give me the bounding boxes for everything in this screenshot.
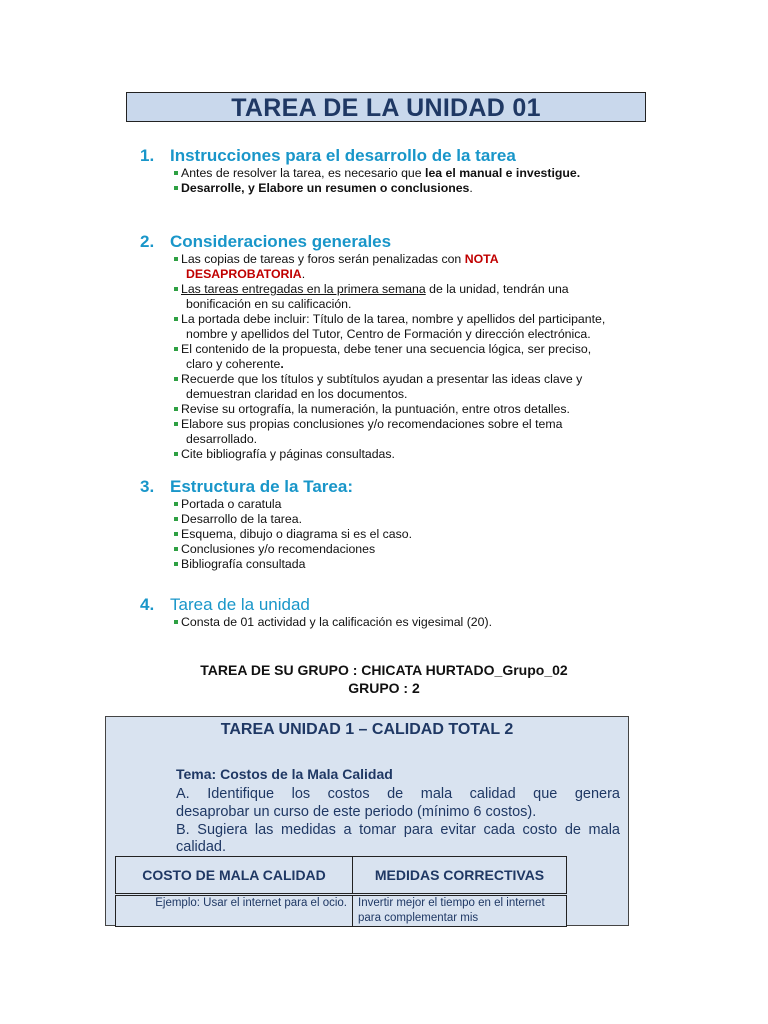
instruction-a-line1: A. Identifique los costos de mala calidad que genera bbox=[176, 786, 620, 802]
document-title-box bbox=[126, 92, 646, 122]
list-item: Las tareas entregadas en la primera semana de la unidad, tendrán una bonificación en su calificación. bbox=[174, 282, 660, 312]
section-consideraciones bbox=[140, 232, 660, 462]
list-item: Conclusiones y/o recomendaciones bbox=[174, 542, 660, 557]
table-header-row bbox=[116, 857, 567, 895]
list-item: Cite bibliografía y páginas consultadas. bbox=[174, 447, 660, 462]
section-heading: 1. Instrucciones para el desarrollo de la tarea bbox=[140, 146, 516, 165]
table-row bbox=[116, 895, 567, 927]
column-header-medidas: MEDIDAS CORRECTIVAS bbox=[353, 857, 567, 895]
column-header-costo: COSTO DE MALA CALIDAD bbox=[116, 857, 353, 895]
list-item: Esquema, dibujo o diagrama si es el caso. bbox=[174, 527, 660, 542]
costs-table bbox=[115, 856, 567, 927]
task-box bbox=[105, 716, 629, 926]
list-item: Antes de resolver la tarea, es necesario que lea el manual e investigue. bbox=[174, 166, 660, 181]
group-number-line: GRUPO : 2 bbox=[348, 680, 420, 696]
instruction-a-line2: desaprobar un curso de este periodo (mínimo 6 costos). bbox=[176, 804, 537, 820]
instruction-b-line2: calidad. bbox=[176, 839, 226, 855]
group-assignment-line: TAREA DE SU GRUPO : CHICATA HURTADO_Grupo_02 bbox=[200, 662, 568, 678]
list-item: Desarrolle, y Elabore un resumen o conclusiones. bbox=[174, 181, 660, 196]
list-item: Revise su ortografía, la numeración, la puntuación, entre otros detalles. bbox=[174, 402, 660, 417]
list-item: Bibliografía consultada bbox=[174, 557, 660, 572]
section-tarea-unidad bbox=[140, 595, 660, 630]
instruction-b-line1: B. Sugiera las medidas a tomar para evitar cada costo de mala bbox=[176, 822, 620, 838]
section-heading: 4. Tarea de la unidad bbox=[140, 595, 310, 614]
task-title: TAREA UNIDAD 1 – CALIDAD TOTAL 2 bbox=[220, 721, 514, 738]
table-cell: Ejemplo: Usar el internet para el ocio. bbox=[116, 895, 353, 927]
section-heading: 2. Consideraciones generales bbox=[140, 232, 392, 251]
list-item: Las copias de tareas y foros serán penalizadas con NOTA DESAPROBATORIA. bbox=[174, 252, 660, 282]
list-item: La portada debe incluir: Título de la tarea, nombre y apellidos del participante, nombre y apellidos del Tutor, Centro de Formación y dirección electrónica. bbox=[174, 312, 660, 342]
list-item: Consta de 01 actividad y la calificación es vigesimal (20). bbox=[174, 615, 660, 630]
list-item: Recuerde que los títulos y subtítulos ayudan a presentar las ideas clave y demuestran claridad en los documentos. bbox=[174, 372, 660, 402]
list-item: El contenido de la propuesta, debe tener una secuencia lógica, ser preciso, claro y coherente. bbox=[174, 342, 660, 372]
section-heading: 3. Estructura de la Tarea: bbox=[140, 477, 353, 496]
list-item: Desarrollo de la tarea. bbox=[174, 512, 660, 527]
section-instrucciones bbox=[140, 146, 660, 196]
list-item: Elabore sus propias conclusiones y/o recomendaciones sobre el tema desarrollado. bbox=[174, 417, 660, 447]
task-topic: Tema: Costos de la Mala Calidad bbox=[176, 766, 393, 782]
section-estructura bbox=[140, 477, 660, 572]
document-title: TAREA DE LA UNIDAD 01 bbox=[231, 94, 541, 122]
list-item: Portada o caratula bbox=[174, 497, 660, 512]
table-cell: Invertir mejor el tiempo en el internet para complementar mis bbox=[353, 895, 567, 927]
